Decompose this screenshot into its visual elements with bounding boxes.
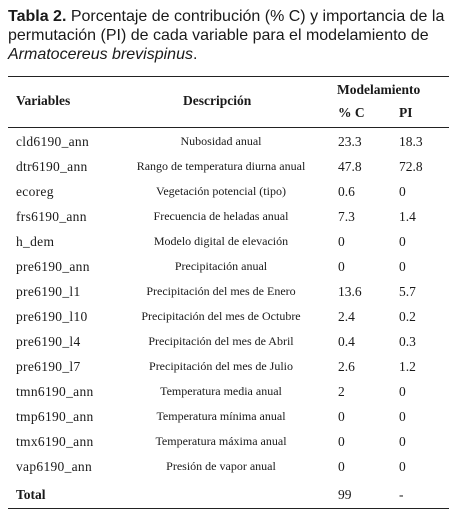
table-row [0, 229, 460, 254]
total-label: Total [16, 487, 46, 502]
variable-cell: ecoreg [16, 184, 54, 199]
total-row [0, 482, 460, 507]
header-pi: PI [399, 105, 413, 120]
pi-cell: 0 [399, 184, 406, 199]
header-descripcion: Descripción [183, 93, 252, 108]
pi-cell: 1.4 [399, 209, 416, 224]
variable-cell: cld6190_ann [16, 134, 90, 149]
table-bottom-rule [8, 508, 449, 509]
percent-c-cell: 0 [338, 459, 345, 474]
total-percent-c: 99 [338, 487, 352, 502]
table-row [0, 379, 460, 404]
percent-c-cell: 2.4 [338, 309, 355, 324]
percent-c-cell: 0 [338, 259, 345, 274]
variable-cell: pre6190_l7 [16, 359, 81, 374]
table-top-rule [8, 76, 449, 77]
percent-c-cell: 47.8 [338, 159, 362, 174]
description-cell: Nubosidad anual [180, 134, 262, 148]
table-row [0, 429, 460, 454]
variable-cell: tmp6190_ann [16, 409, 94, 424]
description-cell: Precipitación del mes de Enero [146, 284, 296, 298]
table-caption [8, 7, 454, 64]
header-variables: Variables [16, 93, 71, 108]
pi-cell: 0.2 [399, 309, 416, 324]
variable-cell: pre6190_ann [16, 259, 90, 274]
description-cell: Modelo digital de elevación [153, 234, 289, 248]
table-row [0, 354, 460, 379]
caption-end: . [192, 46, 198, 63]
description-cell: Frecuencia de heladas anual [153, 209, 289, 223]
table-row [0, 254, 460, 279]
pi-cell: 72.8 [399, 159, 423, 174]
table-row [0, 329, 460, 354]
variable-cell: pre6190_l1 [16, 284, 81, 299]
table-row [0, 129, 460, 154]
pi-cell: 0.3 [399, 334, 416, 349]
percent-c-cell: 0 [338, 234, 345, 249]
percent-c-cell: 7.3 [338, 209, 355, 224]
pi-cell: 0 [399, 409, 406, 424]
table-row [0, 204, 460, 229]
pi-cell: 5.7 [399, 284, 416, 299]
pi-cell: 18.3 [399, 134, 423, 149]
pi-cell: 0 [399, 259, 406, 274]
variable-cell: dtr6190_ann [16, 159, 88, 174]
table-row [0, 179, 460, 204]
percent-c-cell: 0 [338, 434, 345, 449]
description-cell: Precipitación del mes de Julio [149, 359, 293, 373]
description-cell: Vegetación potencial (tipo) [156, 184, 286, 198]
total-pi: - [399, 487, 404, 502]
header-modelamiento: Modelamiento [337, 82, 421, 97]
variable-cell: pre6190_l10 [16, 309, 88, 324]
table-row [0, 154, 460, 179]
caption-text: Porcentaje de contribución (% C) y importancia de la permutación (PI) de cada variable para el modelamiento de [8, 8, 445, 44]
table-row [0, 279, 460, 304]
pi-cell: 0 [399, 459, 406, 474]
description-cell: Precipitación del mes de Octubre [141, 309, 301, 323]
variable-cell: tmn6190_ann [16, 384, 94, 399]
table-row [0, 454, 460, 479]
description-cell: Rango de temperatura diurna anual [136, 159, 306, 173]
percent-c-cell: 23.3 [338, 134, 362, 149]
description-cell: Temperatura máxima anual [155, 434, 287, 448]
caption-species: Armatocereus brevispinus [8, 46, 193, 63]
description-cell: Precipitación anual [174, 259, 268, 273]
caption-label: Tabla 2. [8, 8, 67, 25]
percent-c-cell: 2.6 [338, 359, 355, 374]
percent-c-cell: 0.6 [338, 184, 355, 199]
variable-cell: h_dem [16, 234, 55, 249]
description-cell: Temperatura mínima anual [156, 409, 286, 423]
variable-cell: frs6190_ann [16, 209, 87, 224]
variable-cell: pre6190_l4 [16, 334, 81, 349]
variable-cell: vap6190_ann [16, 459, 93, 474]
description-cell: Temperatura media anual [160, 384, 282, 398]
pi-cell: 0 [399, 384, 406, 399]
table-row [0, 304, 460, 329]
pi-cell: 0 [399, 234, 406, 249]
percent-c-cell: 0 [338, 409, 345, 424]
table-header-rule [8, 127, 449, 128]
percent-c-cell: 13.6 [338, 284, 362, 299]
pi-cell: 1.2 [399, 359, 416, 374]
description-cell: Precipitación del mes de Abril [148, 334, 294, 348]
table-row [0, 404, 460, 429]
pi-cell: 0 [399, 434, 406, 449]
description-cell: Presión de vapor anual [166, 459, 276, 473]
percent-c-cell: 0.4 [338, 334, 355, 349]
variable-cell: tmx6190_ann [16, 434, 94, 449]
header-percent-c: % C [338, 105, 365, 120]
percent-c-cell: 2 [338, 384, 345, 399]
